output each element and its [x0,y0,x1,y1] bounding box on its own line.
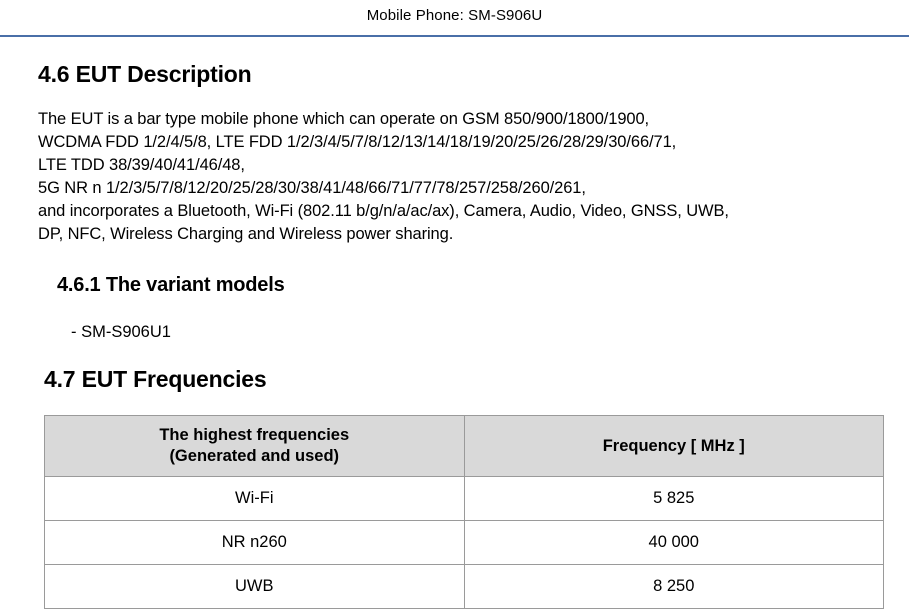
paragraph-line: LTE TDD 38/39/40/41/46/48, [38,156,245,174]
table-row [45,521,884,565]
paragraph-line: The EUT is a bar type mobile phone which can operate on GSM 850/900/1800/1900, [38,110,650,128]
document-content [0,61,909,609]
table-header-line-1: The highest frequencies [159,426,350,444]
table-cell-technology: UWB [45,565,465,609]
table-header-frequency-mhz: Frequency [ MHz ] [464,416,884,477]
section-heading-eut-description: 4.6 EUT Description [38,61,252,87]
variant-models-block [38,274,871,342]
table-header-highest-frequencies [45,416,465,477]
section-heading-eut-frequencies: 4.7 EUT Frequencies [44,366,267,392]
paragraph-line: WCDMA FDD 1/2/4/5/8, LTE FDD 1/2/3/4/5/7/8/12/13/14/18/19/20/25/26/28/29/30/66/71, [38,133,677,151]
header-divider [0,35,909,37]
table-header-line-2: (Generated and used) [169,447,340,465]
eut-frequencies-table [44,415,884,609]
table-row [45,565,884,609]
paragraph-line: 5G NR n 1/2/3/5/7/8/12/20/25/28/30/38/41/48/66/71/77/78/257/258/260/261, [38,179,586,197]
paragraph-line: DP, NFC, Wireless Charging and Wireless power sharing. [38,225,454,243]
page-header [0,0,909,24]
subsection-heading-variant-models: 4.6.1 The variant models [57,274,285,296]
header-title: Mobile Phone: SM-S906U [366,7,543,24]
table-cell-frequency: 8 250 [464,565,884,609]
table-header-row [45,416,884,477]
table-row [45,477,884,521]
table-cell-technology: Wi-Fi [45,477,465,521]
eut-description-paragraph [38,108,871,246]
table-cell-technology: NR n260 [45,521,465,565]
variant-model-item: - SM-S906U1 [71,323,171,341]
table-cell-frequency: 40 000 [464,521,884,565]
table-cell-frequency: 5 825 [464,477,884,521]
paragraph-line: and incorporates a Bluetooth, Wi-Fi (802.11 b/g/n/a/ac/ax), Camera, Audio, Video, GNSS, UWB, [38,202,729,220]
